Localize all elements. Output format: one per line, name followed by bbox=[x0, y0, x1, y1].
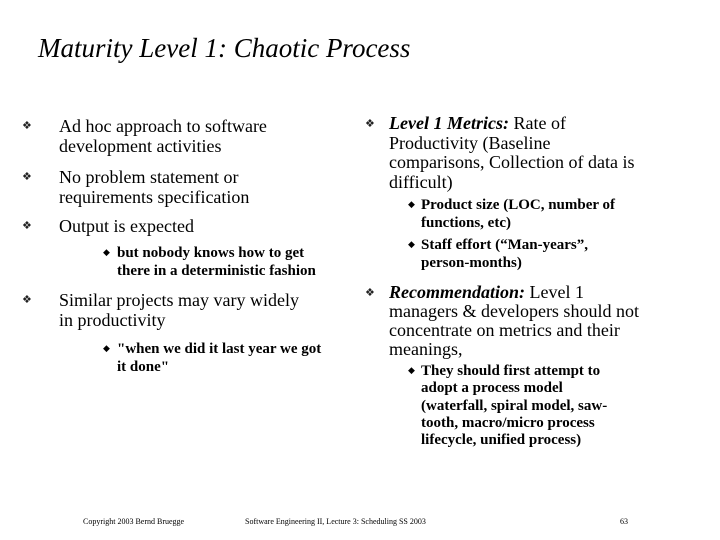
sub-bullet-icon: ◆ bbox=[408, 365, 415, 375]
diamond-bullet-icon: ❖ bbox=[22, 220, 32, 232]
sub-bullet-text: Product size (LOC, number of functions, etc) bbox=[421, 197, 616, 231]
diamond-bullet-icon: ❖ bbox=[365, 287, 375, 299]
diamond-bullet-icon: ❖ bbox=[22, 294, 32, 306]
sub-bullet-text: but nobody knows how to get there in a deterministic fashion bbox=[117, 245, 316, 279]
bullet-text: Similar projects may vary widely in productivity bbox=[59, 290, 299, 330]
bullet-text bbox=[389, 283, 639, 359]
sub-bullet-icon: ◆ bbox=[408, 239, 415, 249]
bullet-text: Ad hoc approach to software development activities bbox=[59, 116, 267, 156]
bullet-label: Level 1 Metrics: bbox=[389, 113, 509, 133]
bullet-body: Rate of Productivity (Baseline comparisons, Collection of data is difficult) bbox=[389, 113, 635, 192]
bullet-text: No problem statement or requirements specification bbox=[59, 167, 250, 207]
footer-course: Software Engineering II, Lecture 3: Scheduling SS 2003 bbox=[245, 517, 426, 526]
sub-bullet-icon: ◆ bbox=[408, 199, 415, 209]
bullet-label: Recommendation: bbox=[389, 282, 525, 302]
footer-copyright: Copyright 2003 Bernd Bruegge bbox=[83, 517, 185, 526]
sub-bullet-text: Staff effort (“Man-years”, person-months) bbox=[421, 237, 589, 271]
diamond-bullet-icon: ❖ bbox=[22, 120, 32, 132]
sub-bullet-icon: ◆ bbox=[103, 247, 110, 257]
sub-bullet-text: They should first attempt to adopt a process model (waterfall, spiral model, saw- tooth, macro/micro process lifecycle, unified process) bbox=[421, 363, 608, 449]
slide-title: Maturity Level 1: Chaotic Process bbox=[38, 33, 411, 63]
bullet-text: Output is expected bbox=[59, 216, 194, 236]
diamond-bullet-icon: ❖ bbox=[22, 171, 32, 183]
page-number: 63 bbox=[620, 517, 628, 526]
sub-bullet-icon: ◆ bbox=[103, 343, 110, 353]
bullet-body: Level 1 managers & developers should not concentrate on metrics and their meanings, bbox=[389, 282, 639, 359]
bullet-text bbox=[389, 114, 634, 192]
sub-bullet-text: "when we did it last year we got it done" bbox=[117, 341, 322, 375]
diamond-bullet-icon: ❖ bbox=[365, 118, 375, 130]
